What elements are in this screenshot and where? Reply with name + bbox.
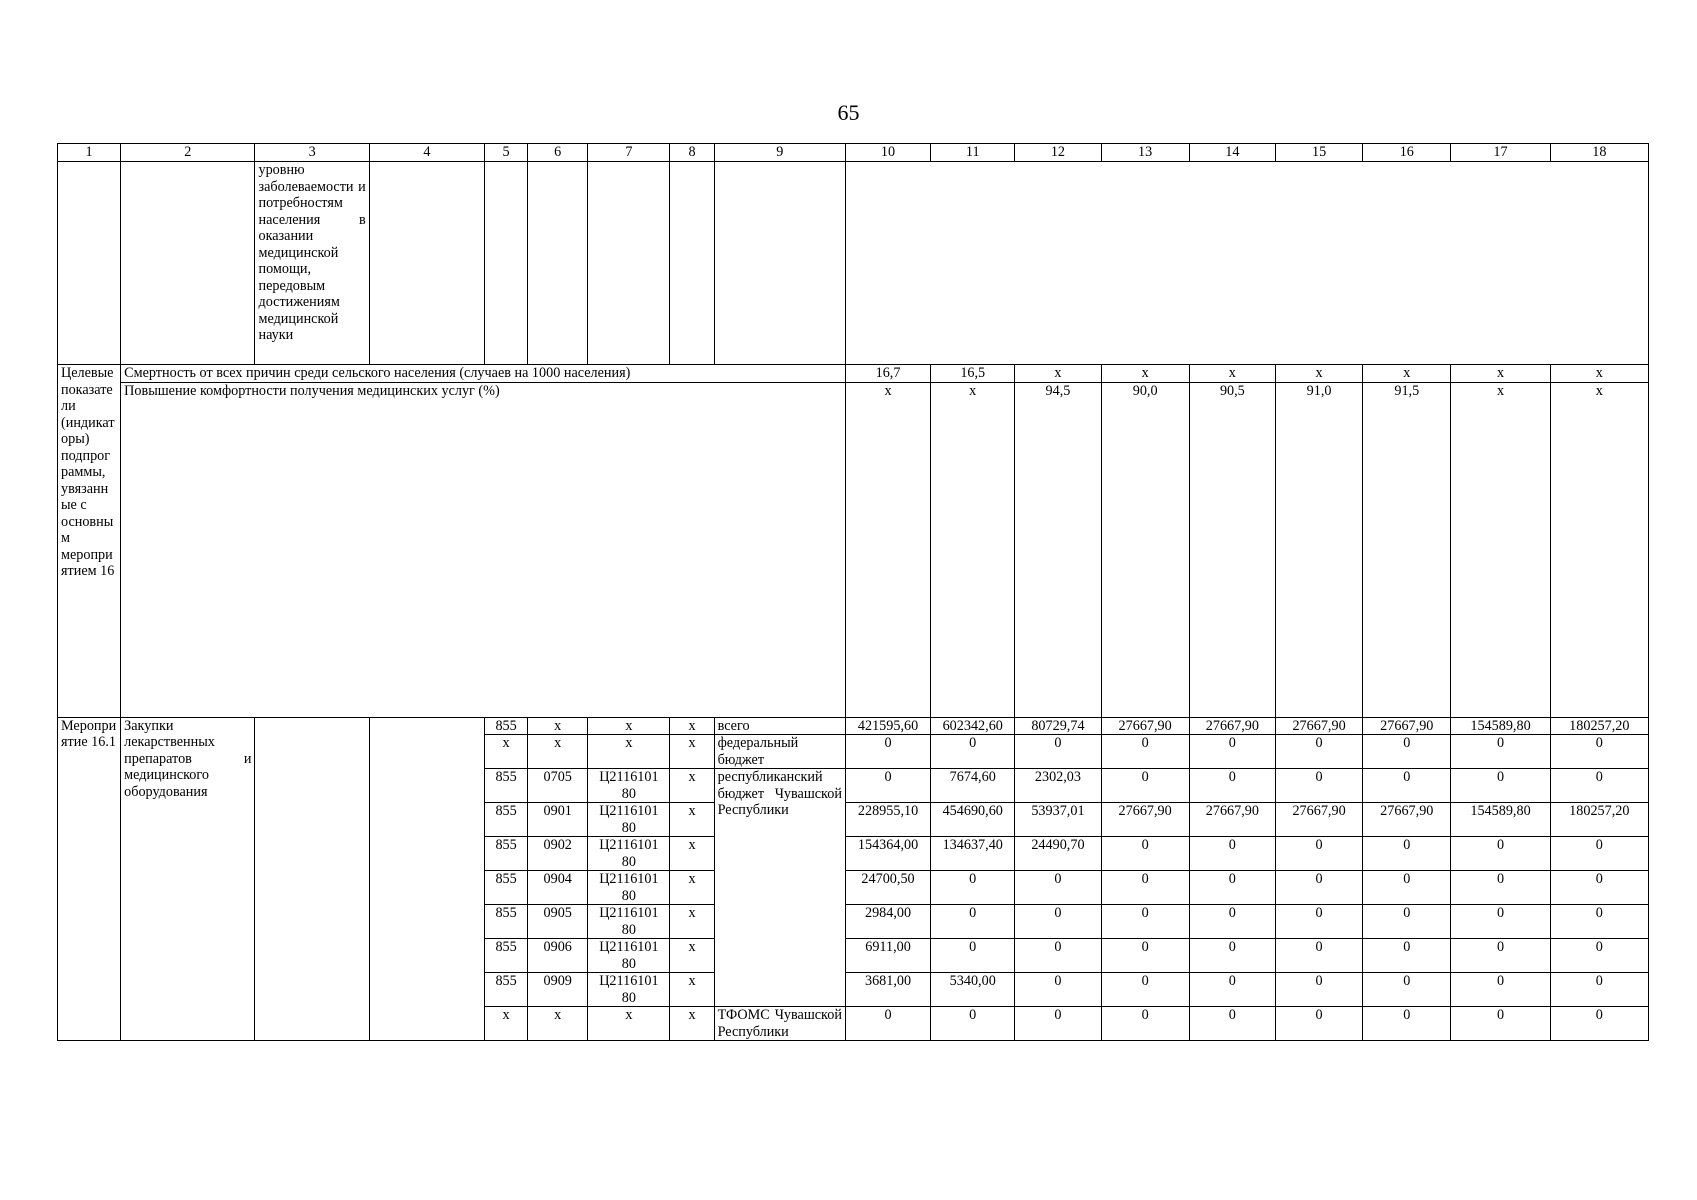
target-value: 90,0	[1101, 382, 1189, 717]
value-cell: 0	[1363, 871, 1451, 905]
measure-name: Закупки лекарственных препаратов и медицинского оборудования	[121, 717, 255, 1041]
code-cell: x	[670, 717, 714, 735]
table-cell	[1363, 162, 1451, 365]
target-name: Повышение комфортности получения медицинских услуг (%)	[121, 382, 846, 717]
value-cell: 7674,60	[931, 769, 1015, 803]
table-cell	[1101, 162, 1189, 365]
target-value: 91,5	[1363, 382, 1451, 717]
value-cell: 0	[1101, 837, 1189, 871]
target-row	[58, 382, 1649, 717]
target-value: x	[1015, 365, 1101, 383]
code-cell: x	[485, 735, 528, 769]
value-cell: 0	[1550, 905, 1648, 939]
value-cell: 24700,50	[845, 871, 930, 905]
value-cell: 27667,90	[1363, 803, 1451, 837]
code-cell: 0904	[528, 871, 588, 905]
target-value: 90,5	[1189, 382, 1275, 717]
code-cell: x	[670, 803, 714, 837]
code-cell: Ц2116101 80	[588, 973, 670, 1007]
value-cell: 0	[845, 769, 930, 803]
code-cell: 0909	[528, 973, 588, 1007]
column-header: 10	[845, 144, 930, 162]
value-cell: 0	[1363, 939, 1451, 973]
value-cell: 0	[1363, 735, 1451, 769]
value-cell: 0	[931, 905, 1015, 939]
value-cell: 24490,70	[1015, 837, 1101, 871]
value-cell: 0	[1015, 939, 1101, 973]
targets-label: Целевые показатели (индикаторы) подпрограммы, увязанные с основным мероприятием 16	[58, 365, 121, 718]
source-label: ТФОМС Чувашской Республики	[714, 1007, 845, 1041]
page-number: 65	[837, 100, 860, 125]
value-cell: 0	[1363, 1007, 1451, 1041]
target-value: 94,5	[1015, 382, 1101, 717]
source-label: всего	[714, 717, 845, 735]
code-cell: x	[670, 871, 714, 905]
table-cell	[369, 162, 484, 365]
value-cell: 0	[1189, 905, 1275, 939]
code-cell: 0901	[528, 803, 588, 837]
value-cell: 0	[1275, 905, 1362, 939]
target-value: x	[931, 382, 1015, 717]
value-cell: 0	[1015, 905, 1101, 939]
value-cell: 0	[1275, 1007, 1362, 1041]
code-cell: 0902	[528, 837, 588, 871]
value-cell: 0	[1189, 973, 1275, 1007]
target-value: x	[1550, 365, 1648, 383]
value-cell: 0	[1275, 837, 1362, 871]
value-cell: 0	[1451, 1007, 1550, 1041]
code-cell: x	[528, 735, 588, 769]
column-header: 1	[58, 144, 121, 162]
value-cell: 0	[1189, 769, 1275, 803]
code-cell: x	[588, 1007, 670, 1041]
code-cell: 855	[485, 803, 528, 837]
code-cell: 0906	[528, 939, 588, 973]
value-cell: 53937,01	[1015, 803, 1101, 837]
code-cell: x	[670, 769, 714, 803]
table-cell	[255, 717, 369, 1041]
source-label: республиканский бюджет Чувашской Республики	[714, 769, 845, 1007]
column-header: 6	[528, 144, 588, 162]
value-cell: 3681,00	[845, 973, 930, 1007]
code-cell: x	[670, 1007, 714, 1041]
table-cell	[369, 717, 484, 1041]
value-cell: 0	[1015, 735, 1101, 769]
value-cell: 0	[1550, 1007, 1648, 1041]
table-cell	[845, 162, 930, 365]
value-cell: 134637,40	[931, 837, 1015, 871]
value-cell: 0	[1451, 973, 1550, 1007]
code-cell: 855	[485, 837, 528, 871]
value-cell: 27667,90	[1189, 717, 1275, 735]
value-cell: 0	[1451, 769, 1550, 803]
code-cell: x	[485, 1007, 528, 1041]
target-value: 16,5	[931, 365, 1015, 383]
table-cell	[931, 162, 1015, 365]
value-cell: 0	[1550, 939, 1648, 973]
value-cell: 0	[1275, 871, 1362, 905]
value-cell: 180257,20	[1550, 717, 1648, 735]
table-cell	[121, 162, 255, 365]
target-row	[58, 365, 1649, 383]
target-value: 16,7	[845, 365, 930, 383]
code-cell: 0905	[528, 905, 588, 939]
value-cell: 0	[845, 735, 930, 769]
value-cell: 0	[1550, 735, 1648, 769]
value-cell: 0	[1451, 735, 1550, 769]
column-header: 11	[931, 144, 1015, 162]
target-value: x	[845, 382, 930, 717]
value-cell: 27667,90	[1101, 717, 1189, 735]
code-cell: 855	[485, 939, 528, 973]
value-cell: 0	[1015, 973, 1101, 1007]
table-cell	[58, 162, 121, 365]
table-cell	[1189, 162, 1275, 365]
column-header: 16	[1363, 144, 1451, 162]
column-header: 18	[1550, 144, 1648, 162]
column-header: 9	[714, 144, 845, 162]
value-cell: 0	[1189, 837, 1275, 871]
target-value: x	[1189, 365, 1275, 383]
table-cell	[1550, 162, 1648, 365]
code-cell: x	[528, 717, 588, 735]
value-cell: 0	[1363, 769, 1451, 803]
measure-label: Мероприятие 16.1	[58, 717, 121, 1041]
column-header: 12	[1015, 144, 1101, 162]
code-cell: 855	[485, 973, 528, 1007]
code-cell: Ц2116101 80	[588, 939, 670, 973]
target-value: x	[1451, 365, 1550, 383]
code-cell: x	[670, 939, 714, 973]
value-cell: 0	[1550, 769, 1648, 803]
value-cell: 5340,00	[931, 973, 1015, 1007]
value-cell: 2302,03	[1015, 769, 1101, 803]
code-cell: 855	[485, 769, 528, 803]
value-cell: 0	[1101, 735, 1189, 769]
column-header: 4	[369, 144, 484, 162]
code-cell: 855	[485, 717, 528, 735]
column-header: 14	[1189, 144, 1275, 162]
code-cell: x	[588, 735, 670, 769]
table-cell	[670, 162, 714, 365]
value-cell: 0	[1451, 905, 1550, 939]
value-cell: 154589,80	[1451, 803, 1550, 837]
table-cell	[1015, 162, 1101, 365]
target-value: x	[1550, 382, 1648, 717]
value-cell: 0	[1451, 939, 1550, 973]
value-cell: 154589,80	[1451, 717, 1550, 735]
value-cell: 27667,90	[1275, 803, 1362, 837]
value-cell: 27667,90	[1275, 717, 1362, 735]
value-cell: 180257,20	[1550, 803, 1648, 837]
continuation-row	[58, 162, 1649, 365]
table-cell	[485, 162, 528, 365]
value-cell: 0	[1451, 871, 1550, 905]
table-cell	[588, 162, 670, 365]
value-cell: 0	[1015, 1007, 1101, 1041]
table-cell	[714, 162, 845, 365]
code-cell: 855	[485, 871, 528, 905]
value-cell: 0	[931, 735, 1015, 769]
table-cell	[1275, 162, 1362, 365]
target-name: Смертность от всех причин среди сельского населения (случаев на 1000 населения)	[121, 365, 846, 383]
value-cell: 80729,74	[1015, 717, 1101, 735]
value-cell: 0	[1101, 769, 1189, 803]
column-header: 8	[670, 144, 714, 162]
value-cell: 0	[1275, 769, 1362, 803]
code-cell: 855	[485, 905, 528, 939]
value-cell: 0	[1275, 939, 1362, 973]
value-cell: 421595,60	[845, 717, 930, 735]
code-cell: Ц2116101 80	[588, 803, 670, 837]
column-header: 17	[1451, 144, 1550, 162]
value-cell: 27667,90	[1189, 803, 1275, 837]
value-cell: 0	[1363, 837, 1451, 871]
target-value: x	[1451, 382, 1550, 717]
code-cell: Ц2116101 80	[588, 769, 670, 803]
value-cell: 602342,60	[931, 717, 1015, 735]
value-cell: 154364,00	[845, 837, 930, 871]
target-value: 91,0	[1275, 382, 1362, 717]
source-label: федеральный бюджет	[714, 735, 845, 769]
code-cell: x	[670, 905, 714, 939]
value-cell: 0	[1189, 939, 1275, 973]
measure-row	[58, 717, 1649, 735]
table-cell	[528, 162, 588, 365]
value-cell: 0	[1275, 735, 1362, 769]
code-cell: x	[528, 1007, 588, 1041]
code-cell: x	[670, 973, 714, 1007]
code-cell: x	[588, 717, 670, 735]
value-cell: 0	[1189, 1007, 1275, 1041]
target-value: x	[1101, 365, 1189, 383]
value-cell: 0	[1189, 871, 1275, 905]
value-cell: 27667,90	[1363, 717, 1451, 735]
value-cell: 0	[1189, 735, 1275, 769]
continuation-text: уровню заболеваемости и потребностям населения в оказании медицинской помощи, передовым достижениям медицинской науки	[255, 162, 369, 365]
column-header: 5	[485, 144, 528, 162]
column-header: 15	[1275, 144, 1362, 162]
target-value: x	[1363, 365, 1451, 383]
column-header: 13	[1101, 144, 1189, 162]
target-value: x	[1275, 365, 1362, 383]
value-cell: 0	[1101, 939, 1189, 973]
value-cell: 0	[845, 1007, 930, 1041]
value-cell: 0	[931, 939, 1015, 973]
value-cell: 27667,90	[1101, 803, 1189, 837]
value-cell: 0	[1101, 1007, 1189, 1041]
value-cell: 0	[1550, 973, 1648, 1007]
value-cell: 0	[1451, 837, 1550, 871]
code-cell: 0705	[528, 769, 588, 803]
column-header-row	[58, 144, 1649, 162]
code-cell: Ц2116101 80	[588, 905, 670, 939]
value-cell: 2984,00	[845, 905, 930, 939]
value-cell: 454690,60	[931, 803, 1015, 837]
column-header: 7	[588, 144, 670, 162]
budget-table	[57, 143, 1649, 1041]
table-cell	[1451, 162, 1550, 365]
value-cell: 6911,00	[845, 939, 930, 973]
code-cell: Ц2116101 80	[588, 871, 670, 905]
value-cell: 0	[1101, 905, 1189, 939]
code-cell: Ц2116101 80	[588, 837, 670, 871]
column-header: 2	[121, 144, 255, 162]
code-cell: x	[670, 837, 714, 871]
column-header: 3	[255, 144, 369, 162]
value-cell: 0	[1275, 973, 1362, 1007]
value-cell: 0	[1363, 973, 1451, 1007]
value-cell: 0	[1015, 871, 1101, 905]
value-cell: 0	[1101, 973, 1189, 1007]
value-cell: 0	[1550, 837, 1648, 871]
value-cell: 0	[1363, 905, 1451, 939]
code-cell: x	[670, 735, 714, 769]
value-cell: 0	[1550, 871, 1648, 905]
value-cell: 228955,10	[845, 803, 930, 837]
value-cell: 0	[1101, 871, 1189, 905]
value-cell: 0	[931, 871, 1015, 905]
value-cell: 0	[931, 1007, 1015, 1041]
